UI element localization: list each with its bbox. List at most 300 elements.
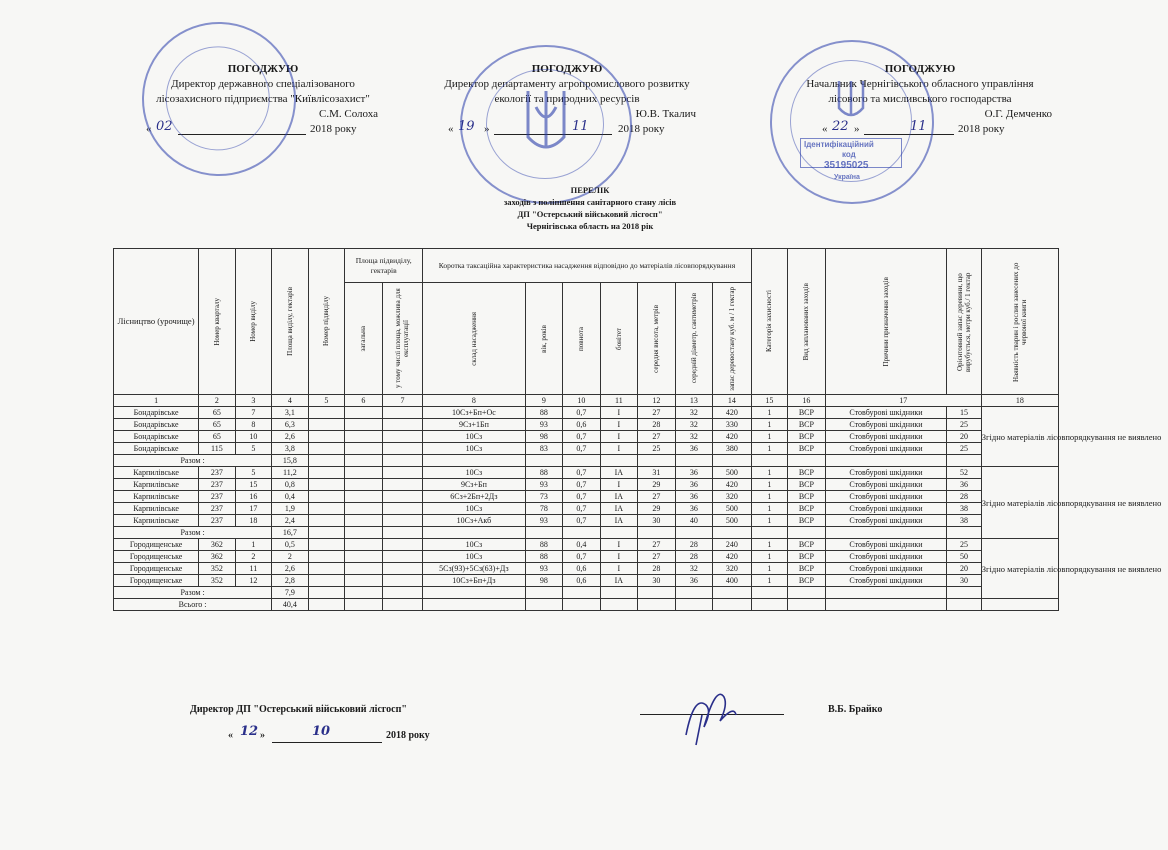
column-number: 2 [199,395,236,407]
redbook-note: Згідно матеріалів лісовпорядкування не виявлено [981,407,1058,467]
title-line-2: заходів з поліпшення санітарного стану лісів [503,197,677,207]
table-row [114,479,1059,491]
table-cell: ВСР [788,575,826,587]
table-cell: 36 [675,503,713,515]
table-cell: Городищенське [114,539,199,551]
table-row [114,491,1059,503]
table-row [114,419,1059,431]
table-cell: 330 [713,419,752,431]
table-cell: 0,7 [563,407,601,419]
table-cell: Стовбурові шкідники [825,563,947,575]
table-cell: 83 [525,443,563,455]
table-cell: Стовбурові шкідники [825,515,947,527]
table-cell: 36 [675,575,713,587]
stamp-code-label: код [842,150,856,159]
table-row [114,575,1059,587]
table-cell: 420 [713,551,752,563]
table-cell [345,467,383,479]
date-year: 2018 року [958,123,1005,135]
table-cell: Стовбурові шкідники [825,575,947,587]
table-cell: IA [600,491,638,503]
stamp-id-label: Ідентифікаційний [804,140,874,149]
table-cell: 0,8 [272,479,309,491]
col-incl: у тому числі площа, можлива для експлуатації [394,288,411,389]
table-cell: 1 [751,479,788,491]
table-cell: Городищенське [114,563,199,575]
grand-total-row [114,599,1059,611]
table-cell: 32 [675,407,713,419]
table-cell: 28 [675,539,713,551]
table-cell: 5Сз(93)+5Сз(63)+Дз [423,563,525,575]
table-cell: 93 [525,563,563,575]
table-cell: Карпилівське [114,467,199,479]
table-cell: 40 [675,515,713,527]
table-cell: 0,7 [563,515,601,527]
column-numbers-row [114,395,1059,407]
table-row [114,539,1059,551]
table-cell: 10Сз [423,431,525,443]
table-cell: 78 [525,503,563,515]
subtotal-label: Разом : [114,455,272,467]
col-quarter: Номер кварталу [212,297,221,346]
table-cell: 25 [947,419,981,431]
approval-name: С.М. Солоха [318,108,378,120]
table-cell: 362 [199,539,236,551]
table-cell: 28 [638,419,676,431]
table-cell [345,419,383,431]
table-cell: I [600,407,638,419]
table-cell: 15 [235,479,272,491]
table-cell: I [600,431,638,443]
table-cell: 237 [199,467,236,479]
table-cell: 1 [751,431,788,443]
table-cell [382,419,423,431]
table-cell: 237 [199,515,236,527]
date-year: 2018 року [618,123,665,135]
table-cell: 0,6 [563,563,601,575]
table-cell [382,491,423,503]
table-cell: 9Сз+Бп [423,479,525,491]
approval-header: ПОГОДЖУЮ [531,63,603,75]
table-cell: 0,7 [563,551,601,563]
table-cell: 2 [272,551,309,563]
handwritten-day: 22 [832,119,849,134]
table-cell [345,431,383,443]
col-subarea: Площа підвиділу, гектарів [345,249,423,283]
table-cell: 1 [751,539,788,551]
column-number: 8 [423,395,525,407]
column-number: 14 [713,395,752,407]
table-cell: 237 [199,479,236,491]
table-cell: 27 [638,431,676,443]
subtotal-row [114,527,1059,539]
table-cell: Стовбурові шкідники [825,467,947,479]
col-diameter: середній діаметр, сантиметрів [689,293,698,384]
table-cell: Стовбурові шкідники [825,539,947,551]
table-cell: 36 [675,467,713,479]
date-quote: « [228,730,233,741]
table-cell [382,479,423,491]
table-cell [308,443,345,455]
table-cell: 420 [713,407,752,419]
table-cell: 0,7 [563,491,601,503]
table-cell: 362 [199,551,236,563]
table-cell: 237 [199,491,236,503]
approval-line2: лісового та мисливського господарства [828,93,1012,105]
table-cell [308,419,345,431]
table-cell: 88 [525,467,563,479]
table-cell [382,443,423,455]
table-cell: 1 [235,539,272,551]
table-cell [308,551,345,563]
column-number: 13 [675,395,713,407]
footer-role: Директор ДП "Остерський військовий лісгосп" [190,704,407,715]
table-cell: 28 [638,563,676,575]
table-cell: 0,6 [563,419,601,431]
table-cell: 0,7 [563,479,601,491]
table-cell: 93 [525,479,563,491]
title-line-1: ПЕРЕЛІК [570,185,610,195]
table-cell [345,491,383,503]
measures-table [113,248,1162,611]
table-cell: 1 [751,467,788,479]
table-cell: 31 [638,467,676,479]
table-cell: ВСР [788,539,826,551]
table-cell: 30 [638,515,676,527]
table-cell [308,467,345,479]
table-cell [345,551,383,563]
table-cell: ВСР [788,443,826,455]
table-cell: 88 [525,539,563,551]
table-cell: 352 [199,575,236,587]
table-cell: 2,4 [272,515,309,527]
table-cell [308,491,345,503]
table-cell: 1 [751,443,788,455]
col-felling: Орієнтовний запас деревини, що вирубується, метри куб./ 1 гектар [956,271,973,372]
table-cell: Городищенське [114,575,199,587]
table-cell: 20 [947,431,981,443]
table-row [114,467,1059,479]
footer-name: В.Б. Брайко [828,704,883,715]
table-cell: 27 [638,551,676,563]
table-cell: Стовбурові шкідники [825,491,947,503]
table-cell: 98 [525,431,563,443]
table-cell: 10 [235,431,272,443]
table-cell: 2,6 [272,563,309,575]
table-cell: 1 [751,575,788,587]
table-cell: ВСР [788,431,826,443]
table-cell: 0,4 [563,539,601,551]
table-cell: I [600,443,638,455]
handwritten-month: 11 [910,119,927,134]
col-height: середня висота, метрів [652,304,661,373]
col-redbook: Наявність тварин і рослин занесених до червоної книги [1011,261,1028,382]
table-cell: Бондарівське [114,419,199,431]
col-age: вік, років [539,324,548,353]
table-cell: 28 [675,551,713,563]
table-cell: Бондарівське [114,431,199,443]
table-cell: Стовбурові шкідники [825,419,947,431]
approval-line2: лісозахисного підприємства "Київлісозахист" [156,93,370,105]
table-cell: 20 [947,563,981,575]
table-cell: IA [600,515,638,527]
table-cell: 10Сз [423,443,525,455]
subtotal-label: Разом : [114,527,272,539]
table-cell [345,407,383,419]
col-forestry: Лісництво (урочище) [114,249,199,395]
stamp-country: Україна [834,174,860,181]
col-allot: Номер виділу [249,301,258,342]
approval-line1: Начальник Чернігівського обласного управління [806,78,1034,90]
col-density: повнота [577,326,586,351]
table-cell: 0,7 [563,467,601,479]
table-cell: I [600,479,638,491]
column-number: 3 [235,395,272,407]
table-cell: 0,6 [563,575,601,587]
table-cell: 36 [675,491,713,503]
date-quote: « [146,123,152,135]
table-cell: 10Сз+Акб [423,515,525,527]
col-composition: склад насадження [469,311,478,366]
document-title [380,184,800,232]
table-cell: 5 [235,443,272,455]
table-cell: 88 [525,551,563,563]
table-cell [345,539,383,551]
column-number: 12 [638,395,676,407]
table-cell: 36 [947,479,981,491]
table-cell [382,515,423,527]
subtotal-value: 15,8 [272,455,309,467]
grand-total-value: 40,4 [272,599,309,611]
column-number: 17 [825,395,981,407]
col-taxation: Коротка таксаційна характеристика насадження відповідно до матеріалів лісовпорядкування [423,249,751,283]
table-cell [382,551,423,563]
table-cell: 420 [713,431,752,443]
table-cell [345,479,383,491]
table-cell: 9Сз+1Бп [423,419,525,431]
col-reason: Причини призначення заходів [881,276,890,367]
table-cell [382,575,423,587]
date-quote-close: » [484,123,490,135]
table-cell: 320 [713,563,752,575]
table-cell: 1 [751,407,788,419]
table-cell: 1 [751,419,788,431]
table-cell: 15 [947,407,981,419]
table-cell: 0,4 [272,491,309,503]
date-quote: « [448,123,454,135]
col-measure: Вид запланованих заходів [802,282,811,361]
table-row [114,515,1059,527]
table-row [114,443,1059,455]
table-row [114,431,1059,443]
table-cell: 88 [525,407,563,419]
table-cell: 38 [947,515,981,527]
table-cell: ВСР [788,479,826,491]
approval-header: ПОГОДЖУЮ [884,63,956,75]
table-row [114,503,1059,515]
redbook-note: Згідно матеріалів лісовпорядкування не виявлено [981,539,1058,599]
table-cell: ВСР [788,491,826,503]
table-cell: 17 [235,503,272,515]
table-cell [382,467,423,479]
table-cell: 65 [199,419,236,431]
table-cell: 50 [947,551,981,563]
table-cell: ВСР [788,503,826,515]
table-cell: 352 [199,563,236,575]
table-cell: 32 [675,419,713,431]
table-cell: ВСР [788,515,826,527]
table-cell: I [600,563,638,575]
table-cell: IA [600,575,638,587]
table-cell: 115 [199,443,236,455]
column-number: 18 [981,395,1058,407]
table-cell: 0,7 [563,503,601,515]
table-cell [308,563,345,575]
table-cell: ВСР [788,407,826,419]
table-cell: 5 [235,467,272,479]
table-cell: 25 [638,443,676,455]
table-cell: 500 [713,503,752,515]
table-header [114,249,1059,407]
handwritten-day: 02 [156,119,173,134]
stamp-1 [120,0,317,197]
table-cell: I [600,551,638,563]
table-cell: 1 [751,551,788,563]
table-cell: Стовбурові шкідники [825,503,947,515]
table-cell: 1 [751,563,788,575]
table-cell: 320 [713,491,752,503]
handwritten-month: 10 [312,724,331,739]
table-cell: IA [600,467,638,479]
table-cell [345,575,383,587]
table-cell: IA [600,503,638,515]
table-cell: 7 [235,407,272,419]
column-number: 6 [345,395,383,407]
table-cell: 65 [199,431,236,443]
stamp-code-value: 35195025 [824,160,869,171]
title-line-3: ДП "Остерський військовий лісгосп" [517,209,663,219]
table-cell: 10Сз [423,467,525,479]
table-cell: 16 [235,491,272,503]
col-bonitet: бонітет [614,327,623,350]
table-cell: 52 [947,467,981,479]
approval-name: О.Г. Демченко [984,108,1052,120]
table-cell: 500 [713,515,752,527]
table-cell: 10Сз [423,551,525,563]
table-cell: 2,6 [272,431,309,443]
date-quote-close: » [854,123,860,135]
approval-name: Ю.В. Ткалич [635,108,696,120]
table-cell: 380 [713,443,752,455]
table-cell: 98 [525,575,563,587]
table-cell: 27 [638,407,676,419]
table-cell [345,515,383,527]
table-row [114,563,1059,575]
date-year: 2018 року [386,730,430,741]
table-cell [308,539,345,551]
subtotal-value: 16,7 [272,527,309,539]
column-number: 10 [563,395,601,407]
table-cell: ВСР [788,467,826,479]
date-year: 2018 року [310,123,357,135]
approval-line1: Директор державного спеціалізованого [171,78,355,90]
trident-icon [524,87,568,159]
table-cell [345,563,383,575]
date-quote: « [822,123,828,135]
column-number: 7 [382,395,423,407]
table-cell: 2 [235,551,272,563]
approval-line1: Директор департаменту агропромислового розвитку [444,78,690,90]
redbook-note: Згідно матеріалів лісовпорядкування не виявлено [981,467,1058,539]
table-cell: 73 [525,491,563,503]
table-cell: 11 [235,563,272,575]
table-cell: 8 [235,419,272,431]
table-cell: 420 [713,479,752,491]
column-number: 16 [788,395,826,407]
table-cell: 0,7 [563,431,601,443]
table-cell: ВСР [788,419,826,431]
stamp-3 [770,40,934,204]
table-cell: ВСР [788,551,826,563]
table-cell: 93 [525,419,563,431]
table-cell [345,443,383,455]
table-cell: 12 [235,575,272,587]
col-stock: запас деревостану куб. м / 1 гектар [727,286,736,391]
table-cell: 237 [199,503,236,515]
table-row [114,551,1059,563]
subtotal-value: 7,9 [272,587,309,599]
table-cell [308,479,345,491]
table-cell: 29 [638,503,676,515]
table-body [114,407,1162,611]
table-cell: 0,5 [272,539,309,551]
table-cell: Карпилівське [114,479,199,491]
date-quote-close: » [260,730,265,741]
table-cell: I [600,539,638,551]
table-cell: 400 [713,575,752,587]
table-cell: 10Сз [423,503,525,515]
trident-icon [836,78,866,122]
table-cell: I [600,419,638,431]
col-area: Площа виділу, гектарів [285,287,294,356]
table-cell: 1 [751,515,788,527]
handwritten-day: 19 [458,119,475,134]
table-cell [308,515,345,527]
table-cell: Стовбурові шкідники [825,551,947,563]
table-cell [382,407,423,419]
table-cell: ВСР [788,563,826,575]
table-cell: 1 [751,503,788,515]
table-cell: Бондарівське [114,443,199,455]
column-number: 11 [600,395,638,407]
table-cell: Стовбурові шкідники [825,479,947,491]
table-cell: 65 [199,407,236,419]
table-cell: 93 [525,515,563,527]
table-cell: 1 [751,491,788,503]
table-cell: 10Сз+Бп+Ос [423,407,525,419]
table-cell: 10Сз+Бп+Дз [423,575,525,587]
table-cell: 500 [713,467,752,479]
table-cell [345,503,383,515]
table-cell: 30 [638,575,676,587]
table-cell: Карпилівське [114,503,199,515]
table-cell [382,563,423,575]
col-subplot: Номер підвиділу [322,296,331,347]
table-cell [382,539,423,551]
table-cell: 29 [638,479,676,491]
table-cell: 18 [235,515,272,527]
table-cell: 3,8 [272,443,309,455]
